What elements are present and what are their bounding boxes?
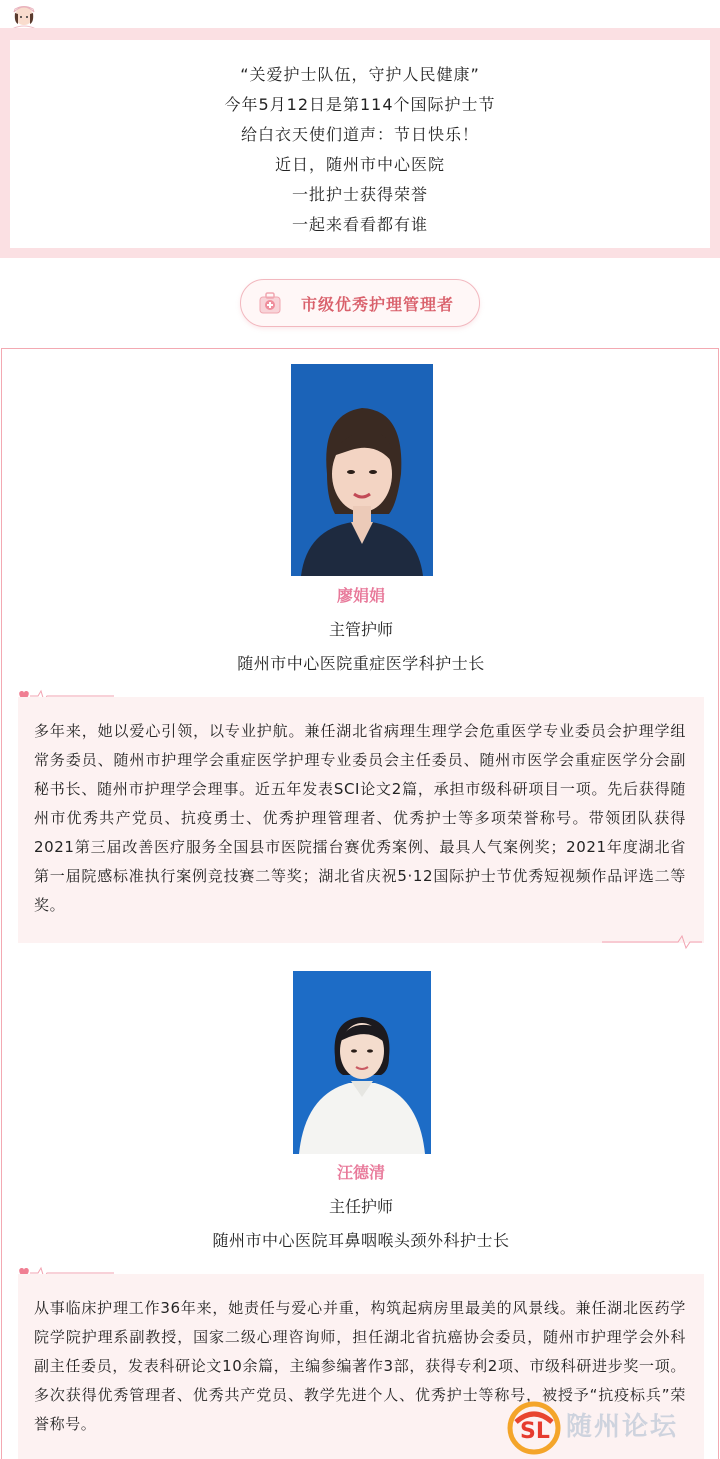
intro-box xyxy=(10,40,710,248)
intro-line-2: 今年5月12日是第114个国际护士节 xyxy=(224,95,496,114)
site-logo-icon xyxy=(506,1400,562,1456)
intro-line-1: “关爱护士队伍，守护人民健康” xyxy=(240,65,480,84)
intro-line-3: 给白衣天使们道声：节日快乐！ xyxy=(240,125,479,144)
portrait-photo-1 xyxy=(291,364,433,576)
medical-kit-icon xyxy=(257,290,283,316)
intro-frame xyxy=(0,28,720,258)
person-1-department: 随州市中心医院重症医学科护士长 xyxy=(237,654,485,673)
ecg-line-icon xyxy=(602,933,712,951)
intro-line-4: 近日，随州市中心医院 xyxy=(274,155,445,174)
watermark-text: 随州论坛 xyxy=(566,1412,679,1442)
section-header-pill xyxy=(240,279,480,327)
person-1-name: 廖娟娟 xyxy=(336,586,385,605)
person-2-name: 汪德清 xyxy=(336,1163,385,1182)
person-2-title: 主任护师 xyxy=(328,1197,393,1216)
watermark xyxy=(506,1400,720,1459)
svg-text:SL: SL xyxy=(520,1419,550,1444)
portrait-illustration xyxy=(291,364,433,576)
section-title: 市级优秀护理管理者 xyxy=(301,295,455,314)
portrait-photo-2 xyxy=(293,971,431,1154)
person-2-department: 随州市中心医院耳鼻咽喉头颈外科护士长 xyxy=(212,1231,510,1250)
person-1-bio: 多年来，她以爱心引领，以专业护航。兼任湖北省病理生理学会危重医学专业委员会护理学组常务委员、随州市护理学会重症医学护理专业委员会主任委员、随州市医学会重症医学分会副秘书长、随州市护理学会理事。近五年发表SCI论文2篇，承担市级科研项目一项。先后获得随州市优秀共产党员、抗疫勇士、优秀护理管理者、优秀护士等多项荣誉称号。带领团队获得2021第三届改善医疗服务全国县市医院擂台赛优秀案例、最具人气案例奖；2021年度湖北省第一届院感标准执行案例竞技赛二等奖；湖北省庆祝5·12国际护士节优秀短视频作品评选二等奖。 xyxy=(34,722,686,914)
honoree-card xyxy=(1,348,719,1459)
intro-line-5: 一批护士获得荣誉 xyxy=(291,185,428,204)
portrait-illustration xyxy=(293,971,431,1154)
person-1-title: 主管护师 xyxy=(328,620,393,639)
intro-line-6: 一起来看看都有谁 xyxy=(291,215,428,234)
person-2-bio: 从事临床护理工作36年来，她责任与爱心并重，构筑起病房里最美的风景线。兼任湖北医药学院学院护理系副教授，国家二级心理咨询师，担任湖北省抗癌协会委员，随州市护理学会外科副主任委员，发表科研论文10余篇，主编参编著作3部，获得专利2项、市级科研进步奖一项。多次获得优秀管理者、优秀共产党员、教学先进个人、优秀护士等称号，被授予“抗疫标兵”荣誉称号。 xyxy=(34,1299,686,1433)
person-1-bio-box xyxy=(18,697,704,943)
intro-text xyxy=(10,40,710,240)
